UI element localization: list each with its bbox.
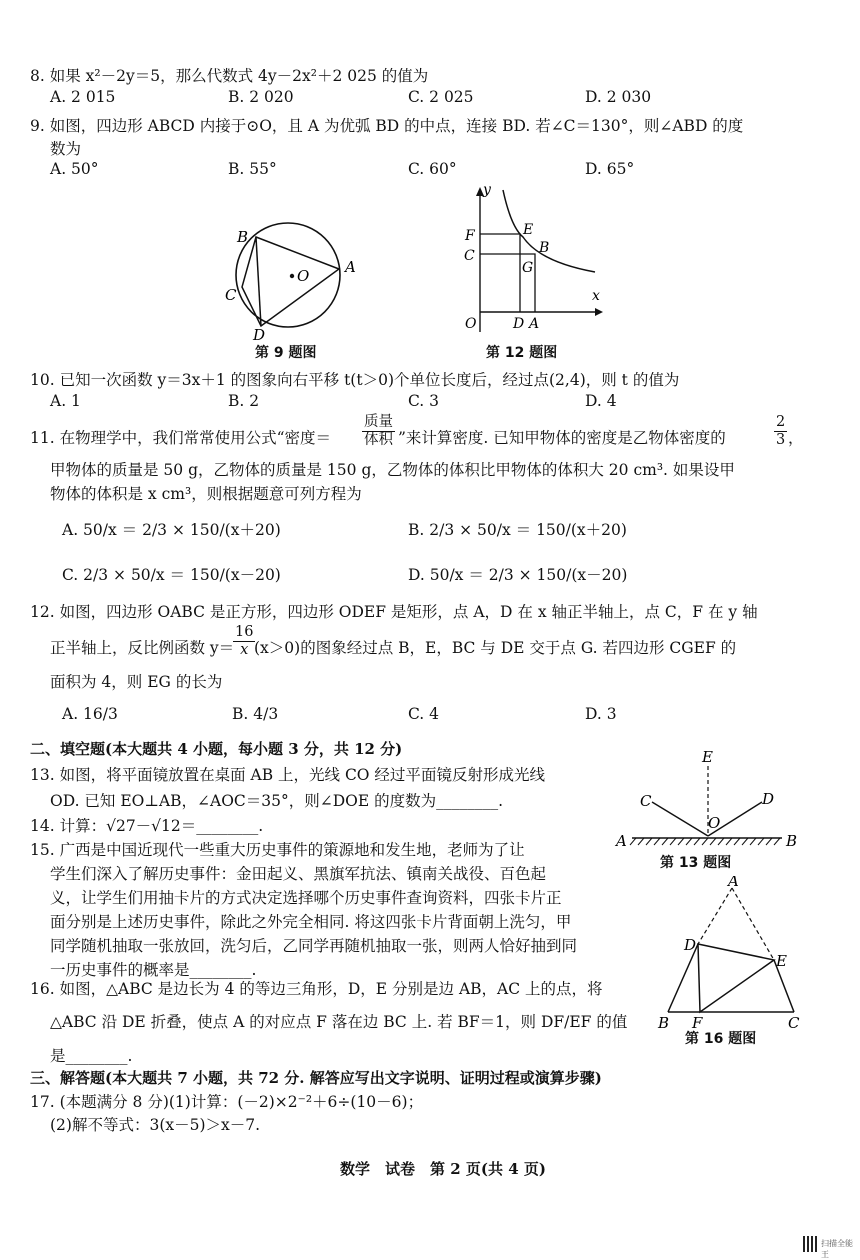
q11-stem-line1b: ”来计算密度. 已知甲物体的密度是乙物体密度的 <box>398 429 726 447</box>
q8-option-b: B. 2 020 <box>228 88 294 106</box>
q10-option-c: C. 3 <box>408 392 440 410</box>
q11-option-b: B. 2/3 × 50/x ＝ 150/(x＋20) <box>408 521 627 539</box>
fig16-label-e: E <box>776 952 787 970</box>
q12-option-a: A. 16/3 <box>62 705 118 723</box>
q12-stem-line3: 面积为 4，则 EG 的长为 <box>50 673 223 691</box>
fig12-label-x: x <box>592 288 600 304</box>
figure-12-caption: 第 12 题图 <box>486 345 558 361</box>
q11-fraction-density <box>362 414 395 449</box>
fig12-label-b: B <box>539 240 550 256</box>
figure-9-circle-diagram <box>215 212 365 362</box>
fig12-label-y: y <box>483 182 491 198</box>
q16-line3: 是________. <box>50 1047 133 1065</box>
fig16-label-a: A <box>728 876 739 890</box>
q9-option-a: A. 50° <box>50 160 99 178</box>
fig9-label-d: D <box>253 326 266 344</box>
fig9-label-c: C <box>225 286 237 304</box>
fig12-label-d: D <box>513 316 525 332</box>
fig12-label-f: F <box>465 228 475 244</box>
fig13-label-d: D <box>762 790 775 808</box>
q17-line2: (2)解不等式：3(x－5)＞x－7. <box>50 1116 261 1134</box>
fig13-label-e: E <box>702 748 713 766</box>
q12-option-b: B. 4/3 <box>232 705 279 723</box>
figure-13-caption: 第 13 题图 <box>660 855 732 871</box>
q11-frac-mass: 质量 <box>364 414 393 430</box>
figure-16-caption: 第 16 题图 <box>685 1031 757 1047</box>
q13-stem-line2: OD. 已知 EO⊥AB，∠AOC＝35°，则∠DOE 的度数为________. <box>50 792 504 810</box>
q12-fraction-16-over-x: 16 x <box>235 624 254 658</box>
q10-option-d: D. 4 <box>585 392 617 410</box>
q11-stem-line3: 物体的体积是 x cm³，则根据题意可列方程为 <box>50 485 362 503</box>
q11-option-c: C. 2/3 × 50/x ＝ 150/(x－20) <box>62 566 281 584</box>
fig9-label-b: B <box>237 228 249 246</box>
q13-stem-line1: 13. 如图，将平面镜放置在桌面 AB 上，光线 CO 经过平面镜反射形成光线 <box>30 766 545 784</box>
fig13-label-c: C <box>640 792 652 810</box>
q8-option-d: D. 2 030 <box>585 88 652 106</box>
fig12-label-c: C <box>464 248 475 264</box>
q11-stem-line1c: ， <box>788 429 804 447</box>
q15-line2: 学生们深入了解历史事件：金田起义、黑旗军抗法、镇南关战役、百色起 <box>50 865 547 883</box>
q17-line1: 17. (本题满分 8 分)(1)计算：(－2)×2⁻²＋6÷(10－6)； <box>30 1093 424 1111</box>
fig13-label-b: B <box>786 832 798 848</box>
q15-line1: 15. 广西是中国近现代一些重大历史事件的策源地和发生地，老师为了让 <box>30 841 525 859</box>
page-footer: 数学 试卷 第 2 页(共 4 页) <box>340 1160 546 1178</box>
fig16-label-b: B <box>658 1014 670 1032</box>
q9-option-d: D. 65° <box>585 160 635 178</box>
q11-stem-line1a: 11. 在物理学中，我们常常使用公式“密度＝ <box>30 429 332 447</box>
q11-option-a: A. 50/x ＝ 2/3 × 150/(x＋20) <box>62 521 281 539</box>
q12-stem-line2a: 正半轴上，反比例函数 y＝ <box>50 639 235 657</box>
q12-stem-line1: 12. 如图，四边形 OABC 是正方形，四边形 ODEF 是矩形，点 A，D 在 x 轴正半轴上，点 C，F 在 y 轴 <box>30 603 758 621</box>
q15-line6: 一历史事件的概率是________. <box>50 961 257 979</box>
q15-line4: 面分别是上述历史事件，除此之外完全相同. 将这四张卡片背面朝上洗匀，甲 <box>50 913 572 931</box>
fig16-label-c: C <box>788 1014 800 1032</box>
fig9-label-o: O <box>297 267 310 285</box>
q14-stem: 14. 计算：√27－√12＝________. <box>30 817 264 835</box>
figure-16-triangle-diagram <box>656 876 806 1036</box>
fig16-label-d: D <box>684 936 697 954</box>
q9-stem-line2: 数为 <box>50 140 82 158</box>
fig9-label-a: A <box>345 258 356 276</box>
q12-option-d: D. 3 <box>585 705 617 723</box>
watermark-text: 扫描全能王 <box>821 1239 853 1259</box>
fig12-label-o: O <box>465 316 477 332</box>
section-3-heading: 三、解答题(本大题共 7 小题，共 72 分. 解答应写出文字说明、证明过程或演算步骤) <box>30 1069 602 1087</box>
section-2-heading: 二、填空题(本大题共 4 小题，每小题 3 分，共 12 分) <box>30 740 403 758</box>
q10-stem: 10. 已知一次函数 y＝3x＋1 的图象向右平移 t(t＞0)个单位长度后，经过点(2,4)，则 t 的值为 <box>30 371 680 389</box>
q15-line5: 同学随机抽取一张放回，洗匀后，乙同学再随机抽取一张，则两人恰好抽到同 <box>50 937 578 955</box>
fig12-label-g: G <box>522 260 534 276</box>
fig12-label-a: A <box>529 316 540 332</box>
q8-option-c: C. 2 025 <box>408 88 474 106</box>
q16-line2: △ABC 沿 DE 折叠，使点 A 的对应点 F 落在边 BC 上. 若 BF＝1，则 DF/EF 的值 <box>50 1013 628 1031</box>
fig16-label-f: F <box>692 1014 703 1032</box>
q9-option-b: B. 55° <box>228 160 277 178</box>
q11-frac-volume: 体积 <box>364 432 393 448</box>
q11-fraction-two-thirds: 2 3 <box>776 414 786 448</box>
q16-line1: 16. 如图，△ABC 是边长为 4 的等边三角形，D，E 分别是边 AB，AC 上的点，将 <box>30 980 603 998</box>
q11-option-d: D. 50/x ＝ 2/3 × 150/(x－20) <box>408 566 628 584</box>
figure-9-caption: 第 9 题图 <box>255 345 317 361</box>
q8-stem: 8. 如果 x²－2y＝5，那么代数式 4y－2x²＋2 025 的值为 <box>30 67 429 85</box>
q10-option-b: B. 2 <box>228 392 260 410</box>
fig12-label-e: E <box>523 222 534 238</box>
q12-stem-line2b: (x＞0)的图象经过点 B，E，BC 与 DE 交于点 G. 若四边形 CGEF 的 <box>254 639 737 657</box>
q12-option-c: C. 4 <box>408 705 440 723</box>
q15-line3: 义，让学生们用抽卡片的方式决定选择哪个历史事件查询资料，四张卡片正 <box>50 889 562 907</box>
figure-12-graph <box>455 182 605 342</box>
q10-option-a: A. 1 <box>50 392 81 410</box>
figure-13-mirror-diagram <box>612 748 802 848</box>
qr-code-icon <box>803 1236 819 1252</box>
fig13-label-o: O <box>708 814 721 832</box>
q9-stem-line1: 9. 如图，四边形 ABCD 内接于⊙O，且 A 为优弧 BD 的中点，连接 BD. 若∠C＝130°，则∠ABD 的度 <box>30 117 744 135</box>
fig13-label-a: A <box>616 832 627 848</box>
q9-option-c: C. 60° <box>408 160 457 178</box>
q11-stem-line2: 甲物体的质量是 50 g，乙物体的质量是 150 g，乙物体的体积比甲物体的体积大 20 cm³. 如果设甲 <box>50 461 735 479</box>
q8-option-a: A. 2 015 <box>50 88 116 106</box>
